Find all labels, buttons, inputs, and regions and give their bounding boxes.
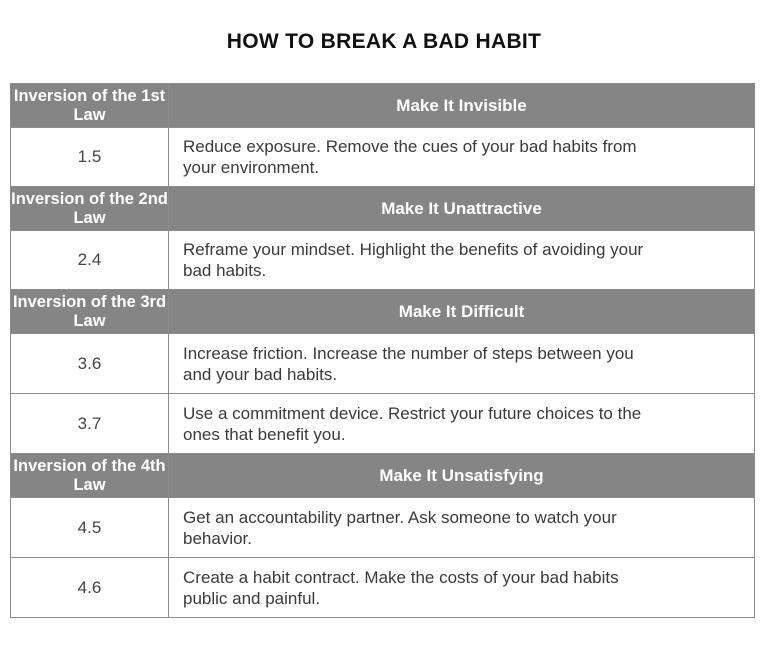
table-row: [11, 498, 755, 558]
table-row: [11, 394, 755, 454]
table-row: [11, 334, 755, 394]
law-heading: Make It Unsatisfying: [169, 454, 755, 498]
table-row: [11, 558, 755, 618]
item-description: Increase friction. Increase the number of steps between you and your bad habits.: [169, 334, 755, 394]
item-description: Reframe your mindset. Highlight the benefits of avoiding your bad habits.: [169, 231, 755, 290]
item-description: Use a commitment device. Restrict your future choices to the ones that benefit you.: [169, 394, 755, 454]
item-description: Reduce exposure. Remove the cues of your bad habits from your environment.: [169, 128, 755, 187]
table-row: [11, 231, 755, 290]
item-number: 3.7: [11, 394, 169, 454]
inversion-label: Inversion of the 1st Law: [11, 84, 169, 128]
habit-table: [10, 83, 755, 618]
item-number: 4.5: [11, 498, 169, 558]
law-heading: Make It Difficult: [169, 290, 755, 334]
item-number: 2.4: [11, 231, 169, 290]
law-header-row: [11, 290, 755, 334]
law-heading: Make It Invisible: [169, 84, 755, 128]
item-number: 4.6: [11, 558, 169, 618]
item-number: 1.5: [11, 128, 169, 187]
item-description: Get an accountability partner. Ask someone to watch your behavior.: [169, 498, 755, 558]
law-header-row: [11, 454, 755, 498]
law-header-row: [11, 84, 755, 128]
inversion-label: Inversion of the 3rd Law: [11, 290, 169, 334]
inversion-label: Inversion of the 4th Law: [11, 454, 169, 498]
law-header-row: [11, 187, 755, 231]
table-row: [11, 128, 755, 187]
item-number: 3.6: [11, 334, 169, 394]
item-description: Create a habit contract. Make the costs of your bad habits public and painful.: [169, 558, 755, 618]
page-title: HOW TO BREAK A BAD HABIT: [226, 30, 542, 53]
law-heading: Make It Unattractive: [169, 187, 755, 231]
inversion-label: Inversion of the 2nd Law: [11, 187, 169, 231]
